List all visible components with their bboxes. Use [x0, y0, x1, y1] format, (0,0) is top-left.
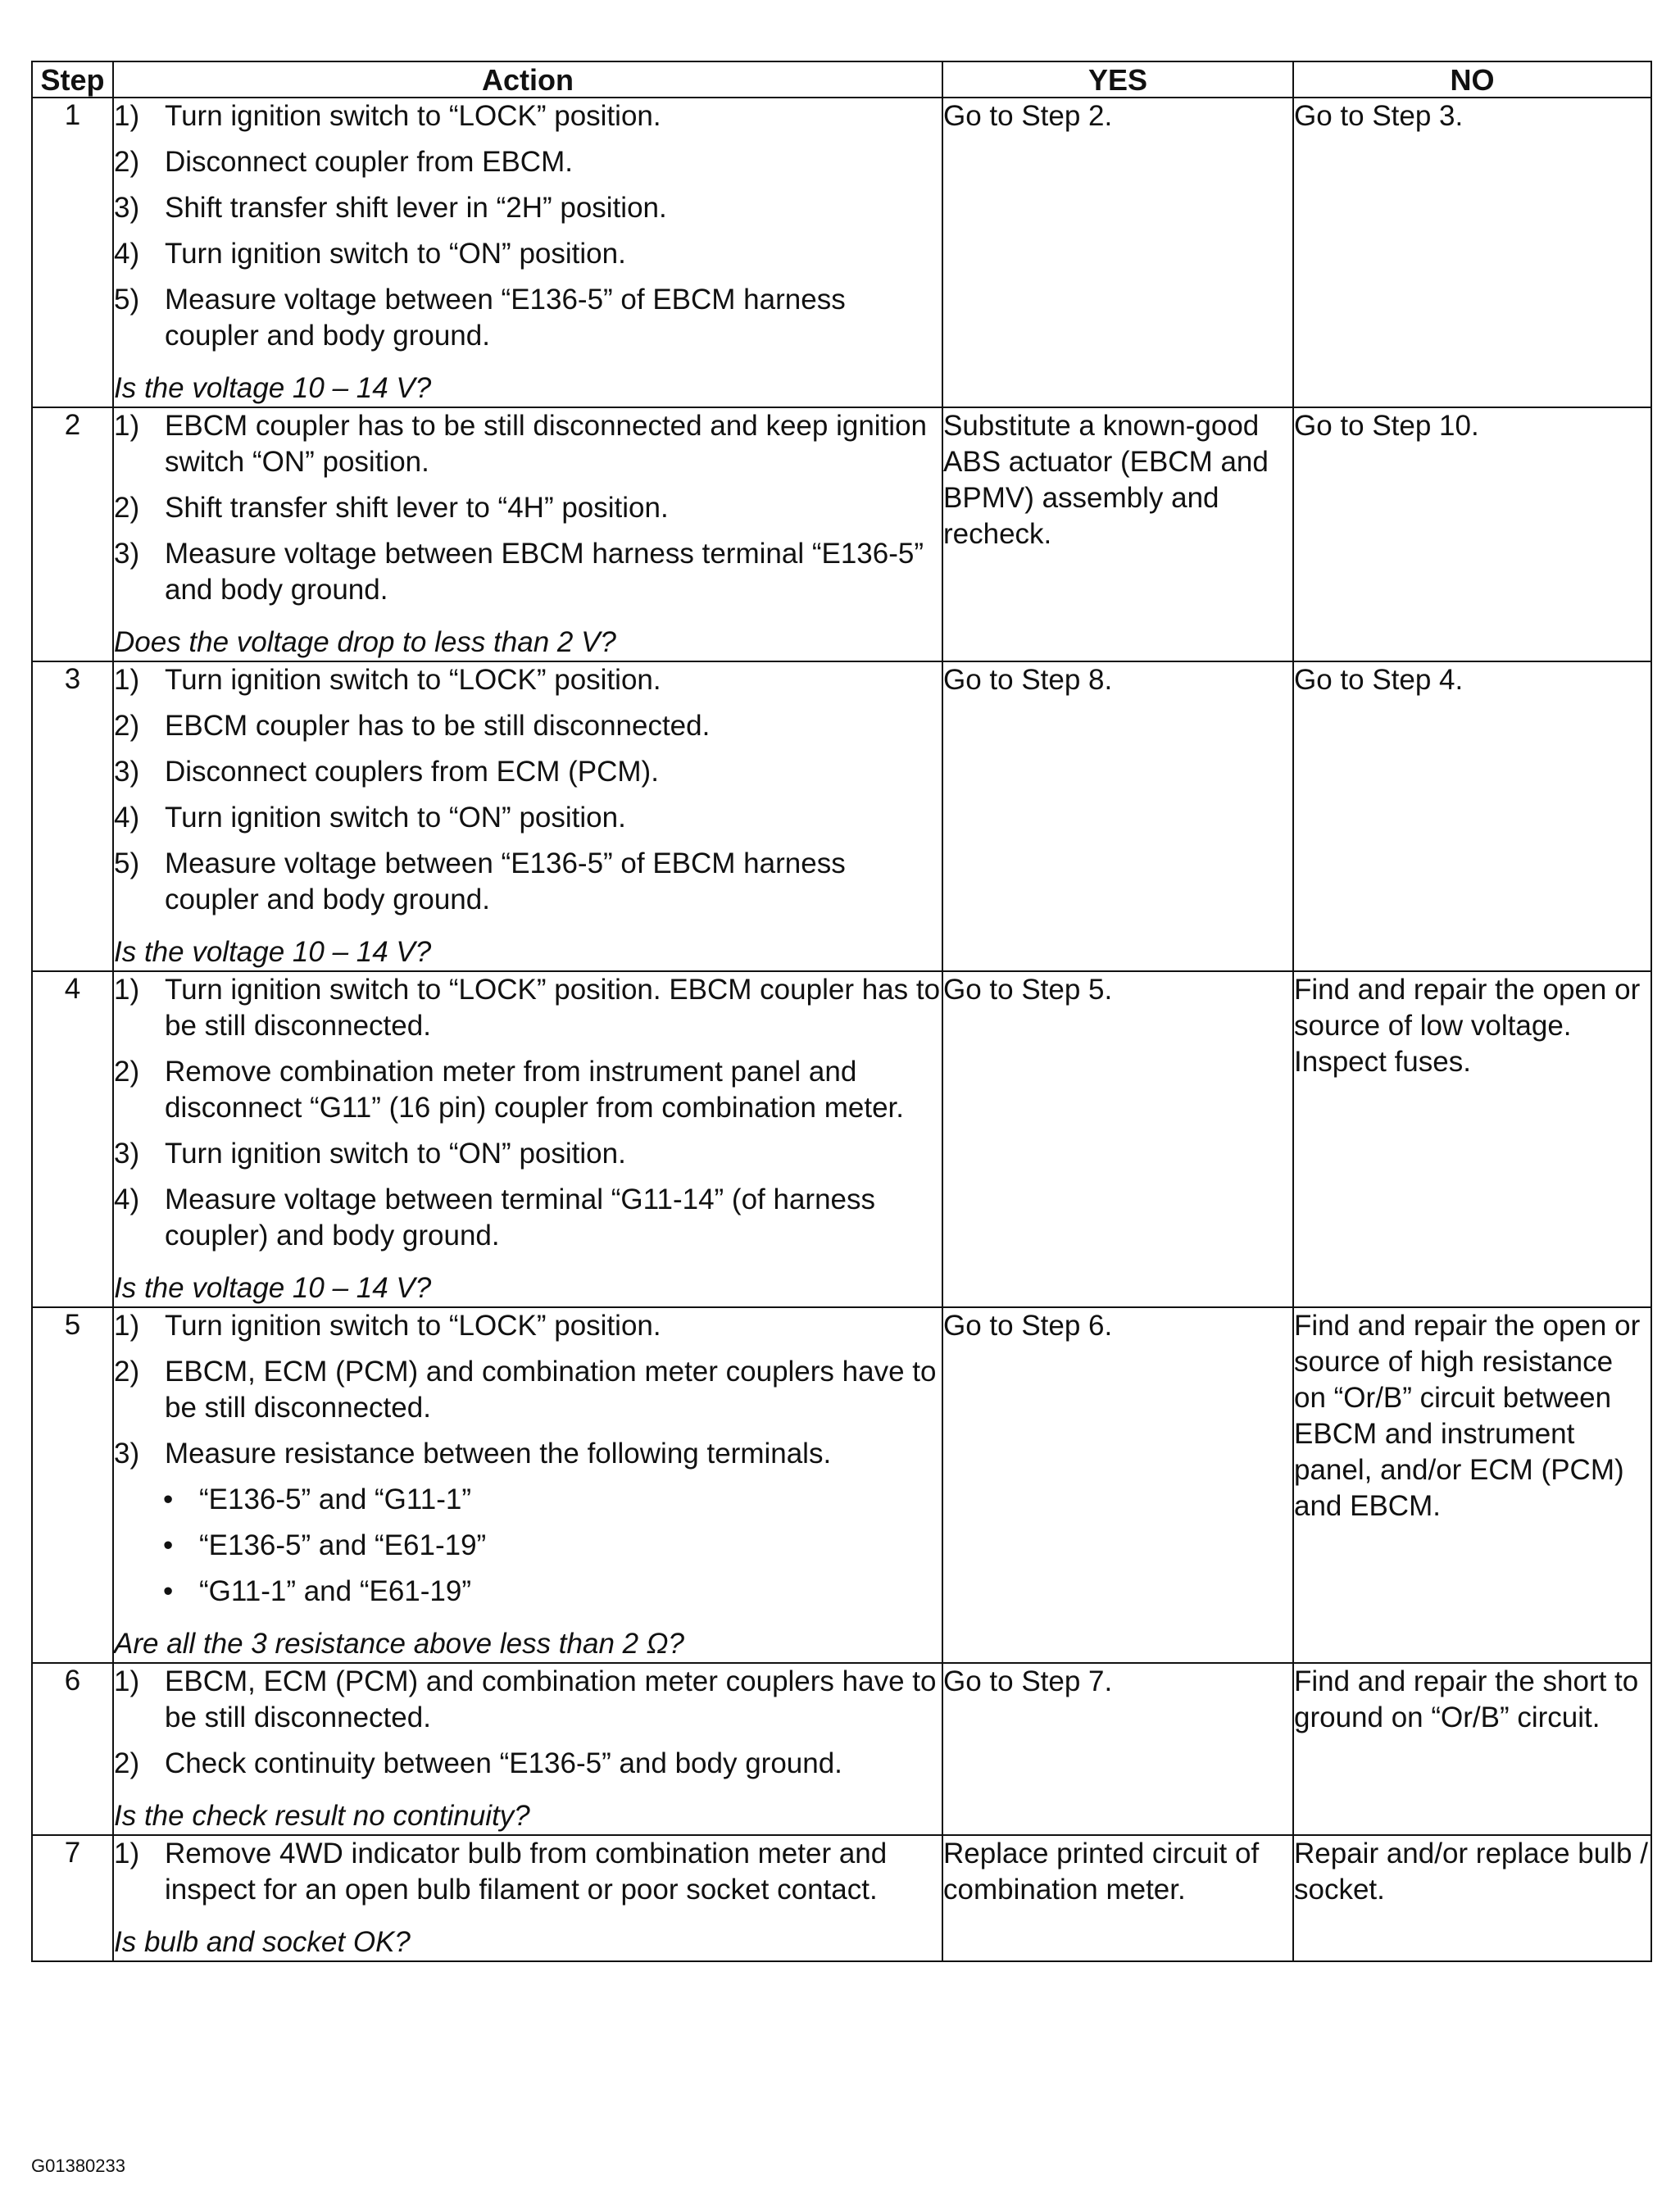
action-item-number: 1) — [114, 410, 140, 442]
bullet-text: “G11-1” and “E61-19” — [199, 1575, 472, 1607]
action-item-text: Check continuity between “E136-5” and body ground. — [165, 1747, 842, 1779]
no-result: Go to Step 10. — [1293, 407, 1651, 661]
action-item-text: Turn ignition switch to “ON” position. — [165, 802, 626, 834]
diagnostic-table — [31, 61, 1652, 1962]
action-item — [114, 98, 942, 134]
header-row — [32, 61, 1651, 98]
check-question: Does the voltage drop to less than 2 V? — [114, 626, 616, 658]
action-item — [114, 490, 942, 526]
bullet-item — [114, 1482, 942, 1518]
action-item-text: Turn ignition switch to “LOCK” position. EBCM coupler has to be still disconnected. — [165, 974, 941, 1042]
yes-result: Go to Step 5. — [942, 971, 1293, 1307]
action-item-text: Measure voltage between terminal “G11-14” (of harness coupler) and body ground. — [165, 1184, 876, 1252]
yes-result: Substitute a known-good ABS actuator (EBCM and BPMV) assembly and recheck. — [942, 407, 1293, 661]
action-item-text: Remove combination meter from instrument panel and disconnect “G11” (16 pin) coupler from combination meter. — [165, 1056, 904, 1124]
action-item-text: EBCM, ECM (PCM) and combination meter couplers have to be still disconnected. — [165, 1356, 937, 1424]
action-item — [114, 144, 942, 180]
action-item-number: 5) — [114, 847, 140, 879]
action-cell — [113, 1835, 942, 1961]
check-question: Is bulb and socket OK? — [114, 1926, 411, 1958]
step-number: 6 — [32, 1663, 113, 1835]
bullet-dot-icon: • — [163, 1529, 174, 1561]
action-item-text: Disconnect couplers from ECM (PCM). — [165, 756, 659, 788]
action-item-number: 3) — [114, 1138, 140, 1170]
action-item-number: 1) — [114, 100, 140, 132]
action-item-number: 4) — [114, 802, 140, 834]
action-item — [114, 972, 942, 1044]
action-cell — [113, 98, 942, 407]
action-item — [114, 800, 942, 836]
action-cell — [113, 407, 942, 661]
action-item-number: 4) — [114, 1184, 140, 1215]
bullet-dot-icon: • — [163, 1575, 174, 1607]
bullet-text: “E136-5” and “E61-19” — [199, 1529, 487, 1561]
header-yes: YES — [942, 61, 1293, 98]
step-number: 4 — [32, 971, 113, 1307]
check-question: Is the check result no continuity? — [114, 1800, 530, 1832]
check-question: Are all the 3 resistance above less than 2 Ω? — [114, 1628, 684, 1660]
action-item — [114, 408, 942, 480]
action-item-text: Turn ignition switch to “ON” position. — [165, 238, 626, 270]
action-cell — [113, 1663, 942, 1835]
table-row — [32, 1307, 1651, 1663]
check-question: Is the voltage 10 – 14 V? — [114, 1272, 432, 1304]
action-item-text: Measure voltage between “E136-5” of EBCM harness coupler and body ground. — [165, 847, 846, 915]
action-item — [114, 536, 942, 608]
no-result: Find and repair the short to ground on “Or/B” circuit. — [1293, 1663, 1651, 1835]
action-item-number: 2) — [114, 492, 140, 524]
action-item-text: Shift transfer shift lever in “2H” position. — [165, 192, 667, 224]
action-item — [114, 662, 942, 698]
step-number: 7 — [32, 1835, 113, 1961]
action-item — [114, 1836, 942, 1908]
action-item-text: Measure voltage between “E136-5” of EBCM harness coupler and body ground. — [165, 284, 846, 352]
bullet-item — [114, 1528, 942, 1564]
action-item-number: 3) — [114, 192, 140, 224]
step-number: 3 — [32, 661, 113, 971]
action-item-text: EBCM coupler has to be still disconnected and keep ignition switch “ON” position. — [165, 410, 927, 478]
no-result: Go to Step 3. — [1293, 98, 1651, 407]
yes-result: Go to Step 7. — [942, 1663, 1293, 1835]
no-result: Go to Step 4. — [1293, 661, 1651, 971]
action-item-number: 1) — [114, 664, 140, 696]
action-cell — [113, 661, 942, 971]
action-item-number: 5) — [114, 284, 140, 316]
action-item-number: 3) — [114, 1438, 140, 1470]
action-item-text: EBCM coupler has to be still disconnected. — [165, 710, 711, 742]
action-item — [114, 754, 942, 790]
bullet-item — [114, 1574, 942, 1610]
check-question: Is the voltage 10 – 14 V? — [114, 372, 432, 404]
action-item — [114, 1182, 942, 1254]
action-item-text: Disconnect coupler from EBCM. — [165, 146, 573, 178]
action-item-text: Measure resistance between the following terminals. — [165, 1438, 832, 1470]
action-item-text: EBCM, ECM (PCM) and combination meter couplers have to be still disconnected. — [165, 1665, 937, 1733]
action-item — [114, 846, 942, 918]
header-no: NO — [1293, 61, 1651, 98]
action-item-number: 1) — [114, 1838, 140, 1870]
action-item-text: Remove 4WD indicator bulb from combination meter and inspect for an open bulb filament or poor socket contact. — [165, 1838, 888, 1906]
yes-result: Go to Step 8. — [942, 661, 1293, 971]
action-item-number: 2) — [114, 710, 140, 742]
step-number: 1 — [32, 98, 113, 407]
action-item-number: 2) — [114, 146, 140, 178]
action-item-text: Turn ignition switch to “LOCK” position. — [165, 100, 661, 132]
step-number: 2 — [32, 407, 113, 661]
action-item-number: 1) — [114, 1665, 140, 1697]
action-item — [114, 236, 942, 272]
step-number: 5 — [32, 1307, 113, 1663]
yes-result: Go to Step 2. — [942, 98, 1293, 407]
action-item — [114, 708, 942, 744]
action-item — [114, 282, 942, 354]
action-item-text: Measure voltage between EBCM harness terminal “E136-5” and body ground. — [165, 538, 924, 606]
action-item — [114, 1664, 942, 1736]
header-step: Step — [32, 61, 113, 98]
action-cell — [113, 971, 942, 1307]
table-row — [32, 98, 1651, 407]
bullet-dot-icon: • — [163, 1483, 174, 1515]
action-item-text: Turn ignition switch to “ON” position. — [165, 1138, 626, 1170]
action-cell — [113, 1307, 942, 1663]
action-item-number: 3) — [114, 538, 140, 570]
no-result: Find and repair the open or source of high resistance on “Or/B” circuit between EBCM and instrument panel, and/or ECM (PCM) and EBCM. — [1293, 1307, 1651, 1663]
check-question: Is the voltage 10 – 14 V? — [114, 936, 432, 968]
action-item — [114, 1136, 942, 1172]
table-row — [32, 407, 1651, 661]
action-item-number: 4) — [114, 238, 140, 270]
action-item-number: 1) — [114, 1310, 140, 1342]
action-item-number: 3) — [114, 756, 140, 788]
table-row — [32, 1835, 1651, 1961]
header-action: Action — [113, 61, 942, 98]
table-row — [32, 971, 1651, 1307]
yes-result: Go to Step 6. — [942, 1307, 1293, 1663]
yes-result: Replace printed circuit of combination meter. — [942, 1835, 1293, 1961]
action-item-number: 2) — [114, 1356, 140, 1388]
action-item-number: 2) — [114, 1747, 140, 1779]
action-item-text: Turn ignition switch to “LOCK” position. — [165, 1310, 661, 1342]
no-result: Repair and/or replace bulb / socket. — [1293, 1835, 1651, 1961]
action-item-number: 2) — [114, 1056, 140, 1088]
bullet-text: “E136-5” and “G11-1” — [199, 1483, 472, 1515]
action-item — [114, 1746, 942, 1782]
action-item — [114, 1054, 942, 1126]
action-item — [114, 1354, 942, 1426]
action-item-text: Turn ignition switch to “LOCK” position. — [165, 664, 661, 696]
table-row — [32, 661, 1651, 971]
action-item — [114, 1436, 942, 1472]
action-item — [114, 190, 942, 226]
action-item-text: Shift transfer shift lever to “4H” position. — [165, 492, 669, 524]
table-body — [32, 98, 1651, 1961]
action-item-number: 1) — [114, 974, 140, 1006]
figure-code: G01380233 — [31, 2156, 125, 2176]
table-row — [32, 1663, 1651, 1835]
no-result: Find and repair the open or source of low voltage. Inspect fuses. — [1293, 971, 1651, 1307]
action-item — [114, 1308, 942, 1344]
